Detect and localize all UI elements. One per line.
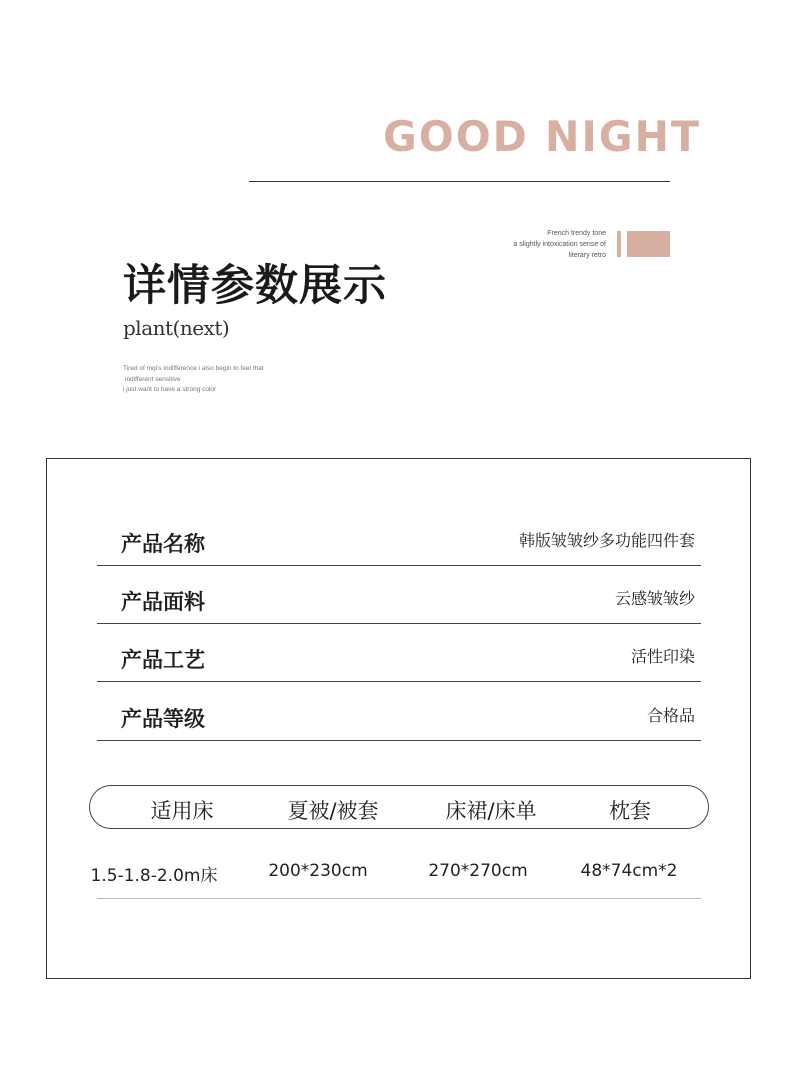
spec-row-name — [97, 507, 701, 566]
spec-value: 活性印染 — [630, 647, 695, 666]
note-line: Tired of mqi's indifference i also begin to feel that — [123, 365, 264, 372]
tagline-line: literary retro — [568, 252, 606, 259]
hero-title: GOOD NIGHT — [383, 112, 701, 161]
size-value-bed: 1.5-1.8-2.0m床 — [90, 866, 218, 886]
brand-name: plant(next) — [123, 316, 230, 340]
size-table-header — [89, 785, 709, 829]
size-header-duvet: 夏被/被套 — [287, 799, 379, 823]
spec-label: 产品名称 — [121, 532, 205, 556]
hero-divider — [249, 181, 670, 182]
tagline-line: French trendy tone — [547, 230, 606, 237]
size-value-duvet: 200*230cm — [268, 861, 368, 881]
note-line: i just want to have a strong color — [123, 386, 217, 393]
size-value-pillow: 48*74cm*2 — [580, 861, 678, 881]
note-line: indifferent sensitive — [125, 375, 181, 383]
spec-label: 产品等级 — [121, 707, 205, 731]
size-value-sheet: 270*270cm — [428, 861, 528, 881]
spec-row-process — [97, 623, 701, 682]
spec-label: 产品面料 — [121, 590, 205, 614]
spec-label: 产品工艺 — [121, 648, 205, 672]
spec-value: 云感皱皱纱 — [614, 589, 695, 608]
page-title: 详情参数展示 — [123, 261, 387, 311]
size-header-bed: 适用床 — [150, 799, 214, 823]
accent-bar — [617, 231, 621, 257]
tagline — [470, 228, 606, 261]
size-header-sheet: 床裙/床单 — [445, 799, 537, 823]
accent-block — [627, 231, 670, 257]
spec-value: 合格品 — [646, 706, 695, 725]
tagline-line: a slightly intoxication sense of — [513, 241, 606, 248]
size-table-divider — [97, 898, 701, 899]
spec-value: 韩版皱皱纱多功能四件套 — [518, 531, 695, 550]
small-note — [123, 364, 264, 396]
spec-row-fabric — [97, 565, 701, 624]
size-header-pillow: 枕套 — [609, 799, 651, 823]
spec-row-grade — [97, 682, 701, 741]
